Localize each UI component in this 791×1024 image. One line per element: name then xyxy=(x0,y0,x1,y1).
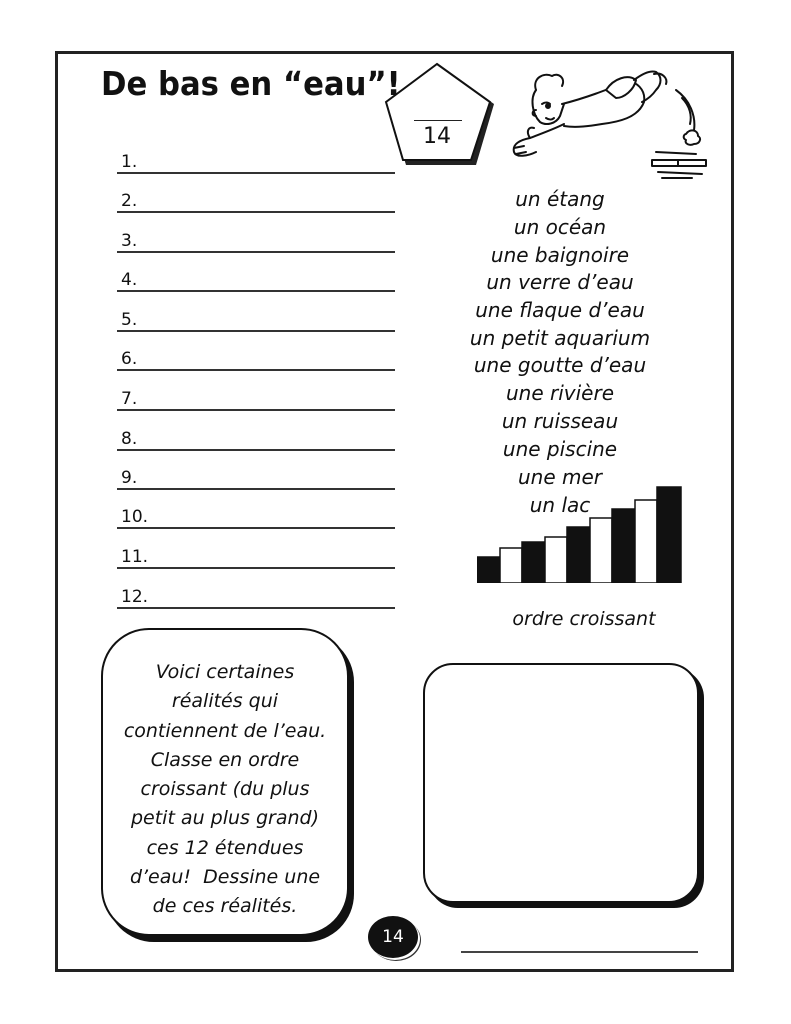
score-total: 14 xyxy=(423,124,451,149)
answer-number: 6. xyxy=(121,349,138,369)
answer-line-7[interactable] xyxy=(117,387,395,411)
answer-number: 1. xyxy=(121,152,138,172)
answer-line-3[interactable] xyxy=(117,229,395,253)
word-bank-item: un lac xyxy=(529,493,591,517)
answer-line-5[interactable] xyxy=(117,308,395,332)
answer-line-6[interactable] xyxy=(117,347,395,371)
instructions-line: Classe en ordre xyxy=(150,748,300,771)
answer-number: 5. xyxy=(121,310,138,330)
word-bank-item: une piscine xyxy=(502,437,618,461)
instructions-line: contiennent de l’eau. xyxy=(123,719,327,742)
word-bank-item: un océan xyxy=(513,215,607,239)
answer-number: 4. xyxy=(121,270,138,290)
pentagon-score-icon xyxy=(384,62,496,168)
answer-number: 10. xyxy=(121,507,149,527)
answer-line-2[interactable] xyxy=(117,189,395,213)
instructions-line: d’eau! Dessine une xyxy=(129,866,321,889)
ascending-order-label: ordre croissant xyxy=(512,608,656,630)
answer-number: 7. xyxy=(121,389,138,409)
answer-number: 12. xyxy=(121,587,149,607)
word-bank-item: une baignoire xyxy=(490,243,630,267)
word-bank-item: un ruisseau xyxy=(501,409,619,433)
instructions-box xyxy=(101,628,349,936)
answer-line-4[interactable] xyxy=(117,268,395,292)
drawing-area[interactable] xyxy=(423,663,699,903)
instructions-text xyxy=(103,658,347,922)
answer-line-12[interactable] xyxy=(117,585,395,609)
answer-number: 8. xyxy=(121,429,138,449)
answer-line-11[interactable] xyxy=(117,545,395,569)
instructions-line: croissant (du plus xyxy=(140,778,310,801)
word-bank-item: une goutte d’eau xyxy=(473,353,647,377)
answer-line-10[interactable] xyxy=(117,505,395,529)
word-bank-item: un petit aquarium xyxy=(469,326,651,350)
instructions-line: réalités qui xyxy=(171,690,279,713)
page-number-badge: 14 xyxy=(368,916,418,958)
instructions-line: Voici certaines xyxy=(155,661,295,683)
answer-number: 3. xyxy=(121,231,138,251)
word-bank-item: un étang xyxy=(515,187,605,211)
answer-number: 9. xyxy=(121,468,138,488)
word-bank-item: une flaque d’eau xyxy=(475,298,645,322)
word-bank-item: une rivière xyxy=(505,381,615,405)
diver-illustration-icon xyxy=(506,68,716,183)
answer-number: 2. xyxy=(121,191,138,211)
answer-line-9[interactable] xyxy=(117,466,395,490)
answer-line-1[interactable] xyxy=(117,150,395,174)
answer-line-8[interactable] xyxy=(117,427,395,451)
word-bank-item: un verre d’eau xyxy=(486,270,634,294)
word-bank-item: une mer xyxy=(517,465,603,489)
instructions-line: ces 12 étendues xyxy=(146,836,304,859)
score-blank-line xyxy=(414,120,462,121)
answer-number: 11. xyxy=(121,547,149,567)
ascending-bars-icon xyxy=(477,480,683,583)
drawing-caption-line[interactable] xyxy=(461,951,698,953)
instructions-line: de ces réalités. xyxy=(152,895,298,918)
instructions-line: petit au plus grand) xyxy=(130,807,320,830)
worksheet-title: De bas en “eau”! xyxy=(101,64,401,103)
